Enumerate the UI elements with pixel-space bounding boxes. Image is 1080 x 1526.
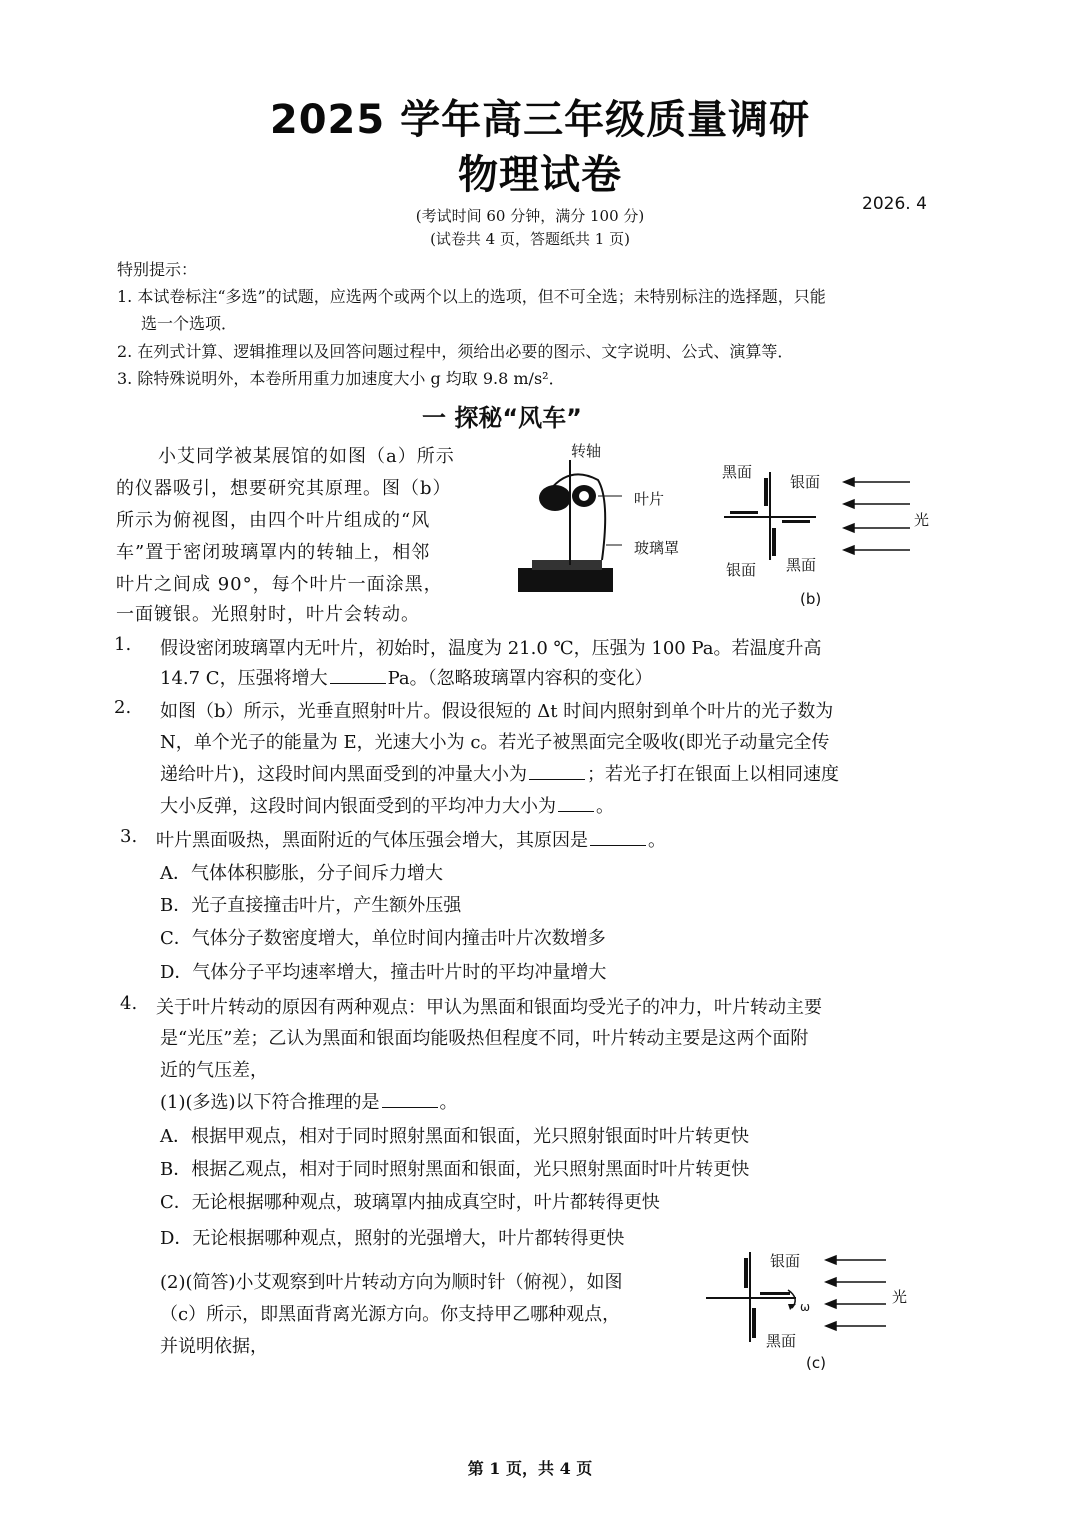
blade-black-face (772, 528, 776, 556)
q3-option-a: A．气体体积膨胀，分子间斥力增大 (160, 863, 443, 884)
notes-heading: 特别提示： (117, 260, 198, 279)
q1-line: 14.7 C，压强将增大 Pa。（忽略玻璃罩内容积的变化） (160, 668, 653, 689)
q1-number: 1. (114, 634, 132, 655)
exam-subject: 物理试卷 (458, 152, 622, 198)
exam-title: 2025 学年高三年级质量调研 (269, 97, 811, 143)
q3-option-c: C．气体分子数密度增大，单位时间内撞击叶片次数增多 (160, 928, 606, 949)
q4-option-a: A．根据甲观点，相对于同时照射黑面和银面，光只照射银面时叶片转更快 (160, 1126, 749, 1147)
section-title: 一 探秘“风车” (422, 404, 582, 432)
note-item: 选一个选项． (141, 314, 238, 333)
intro-line: 的仪器吸引，想要研究其原理。图（b） (116, 478, 452, 499)
q3-option-b: B．光子直接撞击叶片，产生额外压强 (160, 895, 462, 916)
q4-sub2-line: （c）所示，即黑面背离光源方向。你支持甲乙哪种观点， (160, 1304, 621, 1325)
q2-line: 大小反弹，这段时间内银面受到的平均冲力大小为 。 (160, 796, 614, 817)
silver-face-label: 银面 (790, 473, 821, 491)
note-item: 1. 本试卷标注“多选”的试题，应选两个或两个以上的选项，但不可全选；未特别标注的选择题，只能 (117, 287, 826, 306)
q4-number: 4. (120, 993, 138, 1014)
exam-date: 2026. 4 (862, 194, 927, 214)
apparatus-plate (532, 560, 602, 570)
answer-blank[interactable] (382, 1091, 438, 1108)
intro-line: 叶片之间成 90°，每个叶片一面涂黑， (116, 574, 443, 595)
figure-a-apparatus (510, 440, 710, 600)
q4-line: 近的气压差， (160, 1060, 268, 1081)
q3-number: 3. (120, 826, 138, 847)
blade-black-face (744, 1258, 748, 1288)
q4-line: 关于叶片转动的原因有两种观点：甲认为黑面和银面均受光子的冲力，叶片转动主要 (156, 997, 822, 1018)
q2-line: N，单个光子的能量为 E，光速大小为 c。若光子被黑面完全吸收(即光子动量完全传 (160, 732, 830, 753)
q4-option-b: B．根据乙观点，相对于同时照射黑面和银面，光只照射黑面时叶片转更快 (160, 1159, 750, 1180)
silver-face-label: 银面 (726, 561, 757, 579)
note-item: 3. 除特殊说明外，本卷所用重力加速度大小 g 均取 9.8 m/s²． (117, 369, 565, 388)
q4-option-c: C．无论根据哪种观点，玻璃罩内抽成真空时，叶片都转得更快 (160, 1192, 660, 1213)
light-arrows (826, 1256, 886, 1330)
silver-face-label: 银面 (770, 1252, 801, 1270)
q2-line: 递给叶片)，这段时间内黑面受到的冲量大小为 ；若光子打在银面上以相同速度 (160, 764, 840, 785)
figure-b-caption: (b) (800, 590, 822, 608)
q1-line: 假设密闭玻璃罩内无叶片，初始时，温度为 21.0 ℃，压强为 100 Pa。若温度升高 (160, 638, 822, 659)
blade-black (539, 485, 571, 511)
apparatus-base (518, 568, 613, 592)
q4-sub1: (1)(多选)以下符合推理的是 。 (160, 1092, 458, 1113)
intro-line: 车”置于密闭玻璃罩内的转轴上，相邻 (116, 542, 431, 563)
answer-blank[interactable] (330, 667, 386, 684)
black-face-label: 黑面 (766, 1332, 797, 1350)
cover-label: 玻璃罩 (634, 539, 680, 557)
blade-black-face (752, 1308, 756, 1338)
q2-number: 2. (114, 697, 132, 718)
q2-line: 如图（b）所示，光垂直照射叶片。假设很短的 Δt 时间内照射到单个叶片的光子数为 (160, 701, 834, 722)
light-arrows (844, 478, 910, 554)
black-face-label: 黑面 (786, 556, 817, 574)
blade-label: 叶片 (634, 490, 665, 508)
q4-sub2-line: 并说明依据， (160, 1336, 268, 1357)
page-number: 第 1 页，共 4 页 (467, 1459, 593, 1478)
q4-sub2-line: (2)(简答)小艾观察到叶片转动方向为顺时针（俯视），如图 (160, 1272, 623, 1293)
q3-stem: 叶片黑面吸热，黑面附近的气体压强会增大，其原因是 。 (156, 830, 666, 851)
exam-time-info: (考试时间 60 分钟，满分 100 分) (415, 207, 645, 225)
intro-line: 一面镀银。光照射时，叶片会转动。 (116, 604, 420, 625)
exam-pages-info: (试卷共 4 页，答题纸共 1 页) (430, 230, 630, 248)
axis-label: 转轴 (571, 442, 602, 460)
blade-black-face (764, 478, 768, 506)
light-label: 光 (892, 1288, 908, 1306)
light-label: 光 (914, 511, 930, 529)
black-face-label: 黑面 (722, 463, 753, 481)
q3-option-d: D．气体分子平均速率增大，撞击叶片时的平均冲量增大 (160, 962, 607, 983)
intro-line: 所示为俯视图，由四个叶片组成的“风 (116, 510, 431, 531)
q4-option-d: D．无论根据哪种观点，照射的光强增大，叶片都转得更快 (160, 1228, 625, 1249)
q4-line: 是“光压”差；乙认为黑面和银面均能吸热但程度不同，叶片转动主要是这两个面附 (160, 1028, 809, 1049)
figure-c-caption: (c) (806, 1354, 826, 1372)
answer-blank[interactable] (590, 829, 646, 846)
answer-blank[interactable] (529, 763, 585, 780)
answer-blank[interactable] (558, 795, 594, 812)
note-item: 2. 在列式计算、逻辑推理以及回答问题过程中，须给出必要的图示、文字说明、公式、演算等． (117, 342, 794, 361)
omega-label: ω (800, 1300, 811, 1314)
intro-line: 小艾同学被某展馆的如图（a）所示 (158, 446, 455, 467)
